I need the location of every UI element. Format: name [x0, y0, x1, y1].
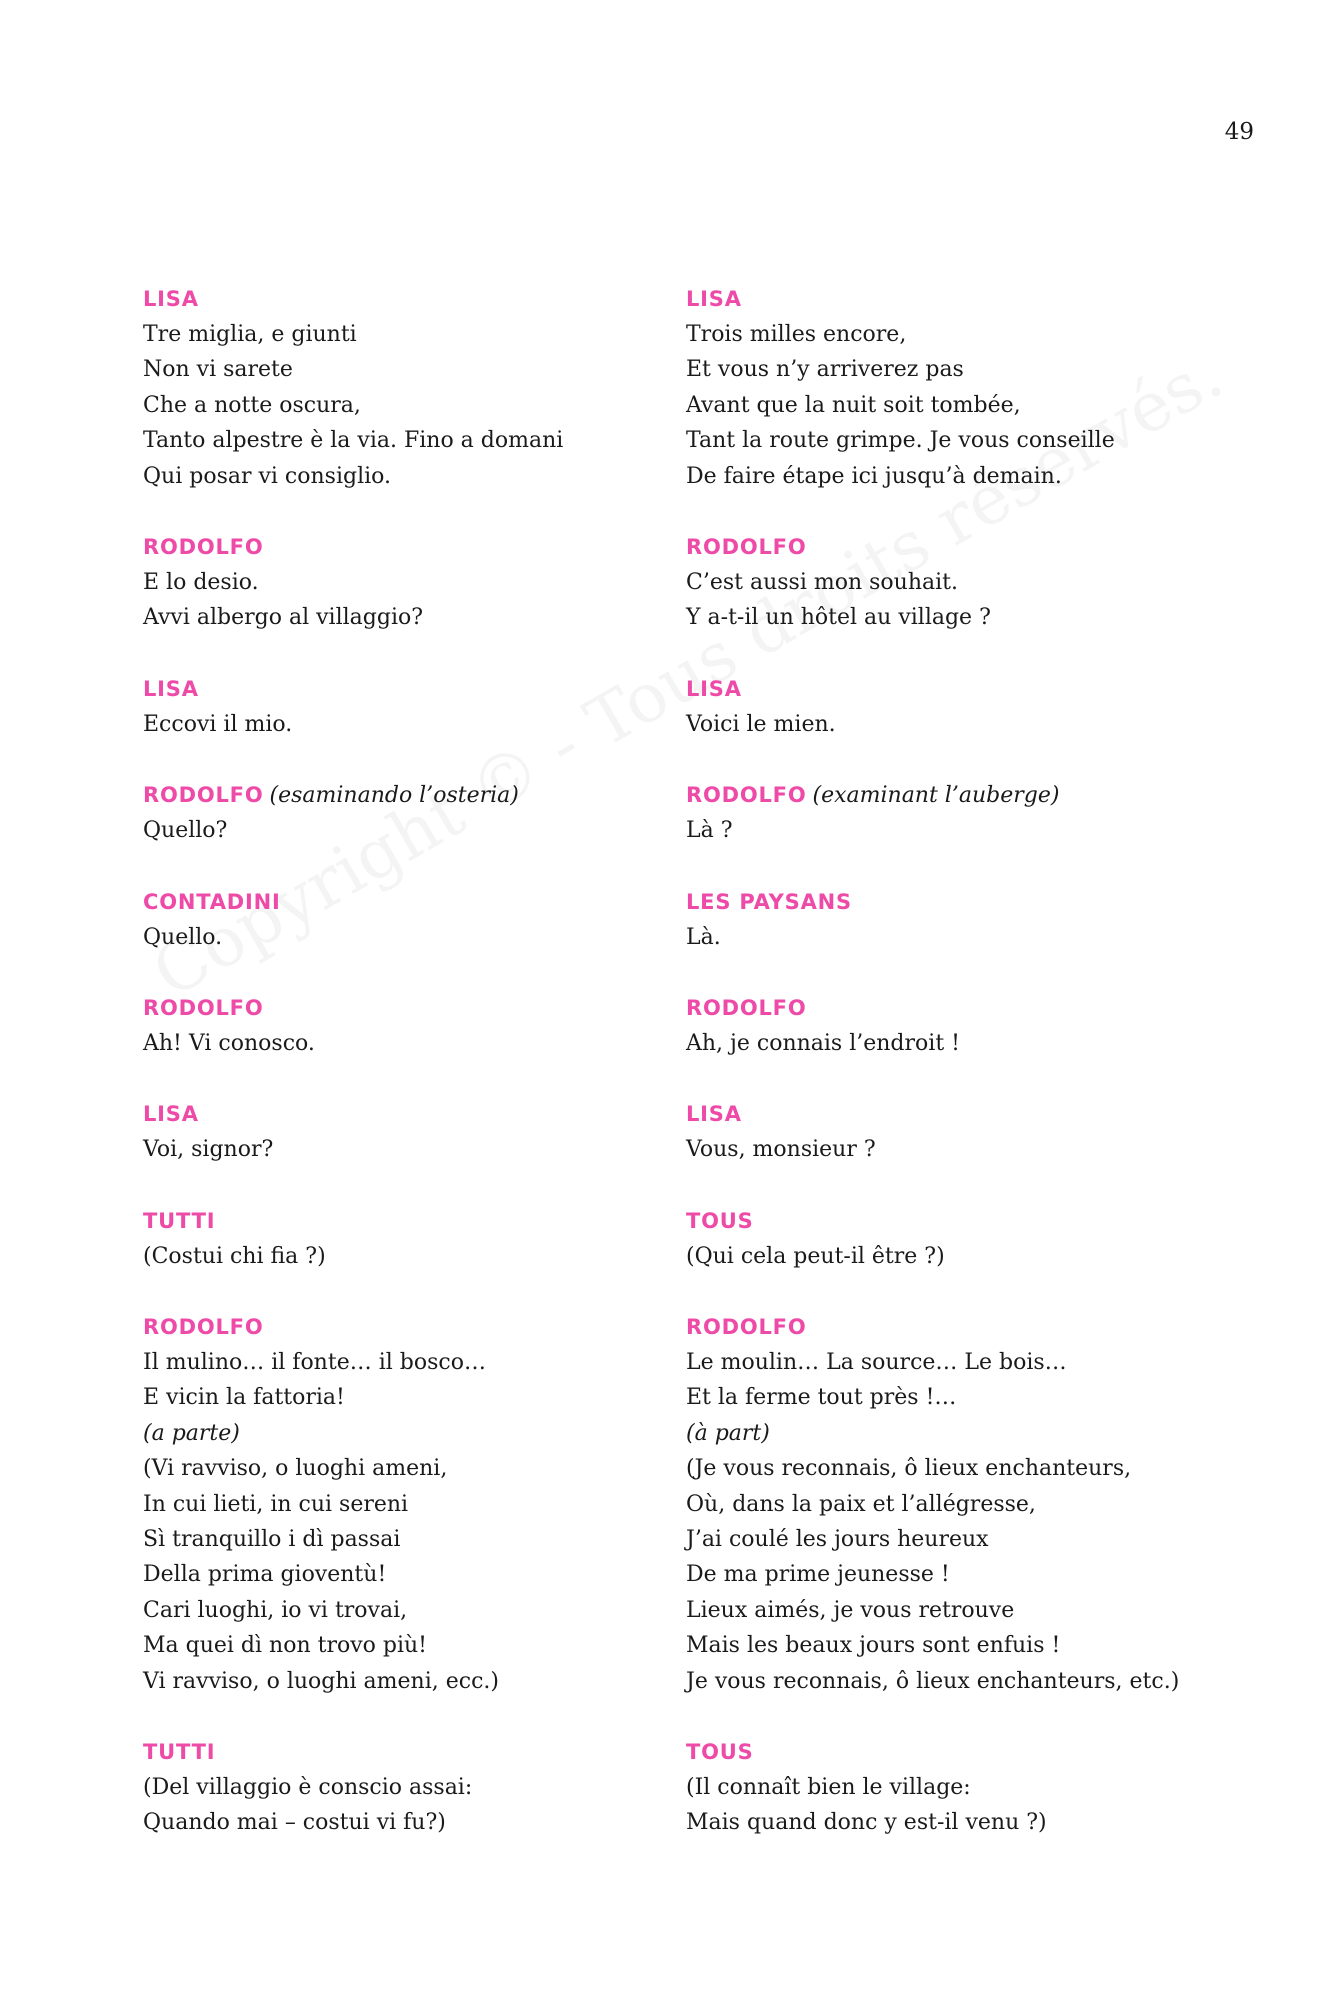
- verse-line: (Costui chi fia ?): [143, 1243, 326, 1269]
- verse-line: Qui posar vi consiglio.: [143, 463, 392, 489]
- speaker-name: LISA: [143, 287, 199, 311]
- speaker-name: CONTADINI: [143, 889, 281, 914]
- speaker-name: LISA: [143, 1102, 199, 1127]
- speaker-name: RODOLFO: [686, 995, 807, 1020]
- verse-line: C’est aussi mon souhait.: [686, 569, 958, 595]
- dialogue-block: [686, 1734, 1206, 1841]
- verse-line: In cui lieti, in cui sereni: [143, 1491, 409, 1517]
- verse-line: Vous, monsieur ?: [686, 1137, 876, 1163]
- verse-line: Vi ravviso, o luoghi ameni, ecc.): [143, 1668, 499, 1694]
- verse-line: Mais les beaux jours sont enfuis !: [686, 1633, 1061, 1659]
- verse-line: Che a notte oscura,: [143, 392, 361, 418]
- italian-text-column: [143, 281, 663, 1876]
- dialogue-block: [143, 1734, 663, 1841]
- verse-line: Avant que la nuit soit tombée,: [686, 392, 1021, 418]
- verse-line: Quello.: [143, 924, 223, 950]
- speaker-line: [686, 777, 1206, 813]
- speaker-name: RODOLFO: [143, 1315, 264, 1340]
- verse-line: Tanto alpestre è la via. Fino a domani: [143, 428, 564, 454]
- speaker-name: RODOLFO: [686, 783, 807, 808]
- speaker-line: [686, 990, 1206, 1026]
- speaker-line: [686, 281, 1206, 317]
- verse-line: Je vous reconnais, ô lieux enchanteurs, etc.): [686, 1668, 1180, 1694]
- verse-line: E vicin la fattoria!: [143, 1385, 345, 1411]
- dialogue-block: [143, 884, 663, 955]
- speaker-name: TOUS: [686, 1739, 754, 1764]
- dialogue-block: [143, 777, 663, 848]
- speaker-line: [686, 1203, 1206, 1239]
- verse-line: Le moulin… La source… Le bois…: [686, 1350, 1067, 1376]
- speaker-line: [143, 529, 663, 565]
- speaker-line: [143, 990, 663, 1026]
- speaker-name: LISA: [686, 676, 742, 701]
- speaker-name: LISA: [686, 287, 742, 311]
- speaker-name: LES PAYSANS: [686, 889, 852, 914]
- verse-line: Della prima gioventù!: [143, 1562, 387, 1588]
- verse-line: Trois milles encore,: [686, 322, 907, 347]
- dialogue-block: [686, 990, 1206, 1061]
- speaker-name: RODOLFO: [686, 1315, 807, 1340]
- speaker-name: RODOLFO: [143, 534, 264, 559]
- verse-line: Quando mai – costui vi fu?): [143, 1810, 446, 1836]
- stage-direction-line: (à part): [686, 1420, 770, 1446]
- speaker-name: TOUS: [686, 1208, 754, 1233]
- verse-line: E lo desio.: [143, 569, 259, 595]
- dialogue-block: [686, 884, 1206, 955]
- dialogue-block: [686, 671, 1206, 742]
- verse-line: (Del villaggio è conscio assai:: [143, 1774, 473, 1800]
- dialogue-block: [143, 281, 663, 494]
- dialogue-block: [143, 529, 663, 636]
- speaker-name: TUTTI: [143, 1739, 216, 1764]
- verse-line: Voi, signor?: [143, 1137, 274, 1163]
- stage-direction: (esaminando l’osteria): [269, 783, 519, 809]
- verse-line: De faire étape ici jusqu’à demain.: [686, 463, 1062, 489]
- dialogue-block: [143, 1309, 663, 1699]
- speaker-line: [686, 1096, 1206, 1132]
- speaker-line: [143, 1203, 663, 1239]
- speaker-name: RODOLFO: [686, 534, 807, 559]
- speaker-line: [143, 777, 663, 813]
- verse-line: Ah! Vi conosco.: [143, 1030, 315, 1056]
- dialogue-block: [143, 1203, 663, 1274]
- speaker-line: [143, 671, 663, 707]
- dialogue-block: [686, 1203, 1206, 1274]
- dialogue-block: [686, 529, 1206, 636]
- verse-line: Là.: [686, 924, 721, 950]
- verse-line: Quello?: [143, 818, 228, 844]
- dialogue-block: [686, 1309, 1206, 1699]
- verse-line: Et vous n’y arriverez pas: [686, 357, 964, 383]
- verse-line: (Il connaît bien le village:: [686, 1774, 971, 1800]
- verse-line: Sì tranquillo i dì passai: [143, 1527, 401, 1553]
- verse-line: Là ?: [686, 818, 733, 844]
- dialogue-block: [686, 1096, 1206, 1167]
- page-number: 49: [1224, 119, 1254, 145]
- stage-direction-line: (a parte): [143, 1420, 240, 1446]
- verse-line: (Qui cela peut-il être ?): [686, 1243, 945, 1269]
- speaker-line: [143, 884, 663, 920]
- speaker-line: [686, 529, 1206, 565]
- speaker-line: [143, 281, 663, 317]
- speaker-name: LISA: [686, 1102, 742, 1127]
- verse-line: (Vi ravviso, o luoghi ameni,: [143, 1456, 448, 1482]
- speaker-line: [686, 884, 1206, 920]
- verse-line: Il mulino… il fonte… il bosco…: [143, 1350, 486, 1376]
- french-text-column: [686, 281, 1206, 1876]
- speaker-name: RODOLFO: [143, 783, 264, 808]
- speaker-line: [686, 671, 1206, 707]
- dialogue-block: [143, 1096, 663, 1167]
- dialogue-block: [686, 281, 1206, 494]
- speaker-name: RODOLFO: [143, 995, 264, 1020]
- speaker-name: LISA: [143, 676, 199, 701]
- speaker-line: [143, 1096, 663, 1132]
- speaker-name: TUTTI: [143, 1208, 216, 1233]
- verse-line: Où, dans la paix et l’allégresse,: [686, 1491, 1036, 1517]
- verse-line: Y a-t-il un hôtel au village ?: [686, 605, 991, 631]
- dialogue-block: [143, 671, 663, 742]
- verse-line: Cari luoghi, io vi trovai,: [143, 1597, 408, 1623]
- verse-line: Lieux aimés, je vous retrouve: [686, 1597, 1015, 1623]
- dialogue-block: [143, 990, 663, 1061]
- speaker-line: [686, 1734, 1206, 1770]
- verse-line: J’ai coulé les jours heureux: [686, 1527, 989, 1553]
- speaker-line: [143, 1734, 663, 1770]
- verse-line: Avvi albergo al villaggio?: [143, 605, 424, 631]
- verse-line: Voici le mien.: [686, 711, 836, 737]
- verse-line: Eccovi il mio.: [143, 711, 293, 737]
- stage-direction: (examinant l’auberge): [812, 783, 1060, 809]
- dialogue-block: [686, 777, 1206, 848]
- verse-line: Ah, je connais l’endroit !: [686, 1030, 960, 1056]
- verse-line: (Je vous reconnais, ô lieux enchanteurs,: [686, 1456, 1132, 1482]
- verse-line: Non vi sarete: [143, 357, 293, 383]
- speaker-line: [143, 1309, 663, 1345]
- verse-line: Tant la route grimpe. Je vous conseille: [686, 428, 1115, 454]
- verse-line: Ma quei dì non trovo più!: [143, 1633, 428, 1659]
- verse-line: Et la ferme tout près !…: [686, 1385, 957, 1411]
- verse-line: De ma prime jeunesse !: [686, 1562, 950, 1588]
- verse-line: Mais quand donc y est-il venu ?): [686, 1810, 1047, 1836]
- speaker-line: [686, 1309, 1206, 1345]
- verse-line: Tre miglia, e giunti: [143, 322, 357, 347]
